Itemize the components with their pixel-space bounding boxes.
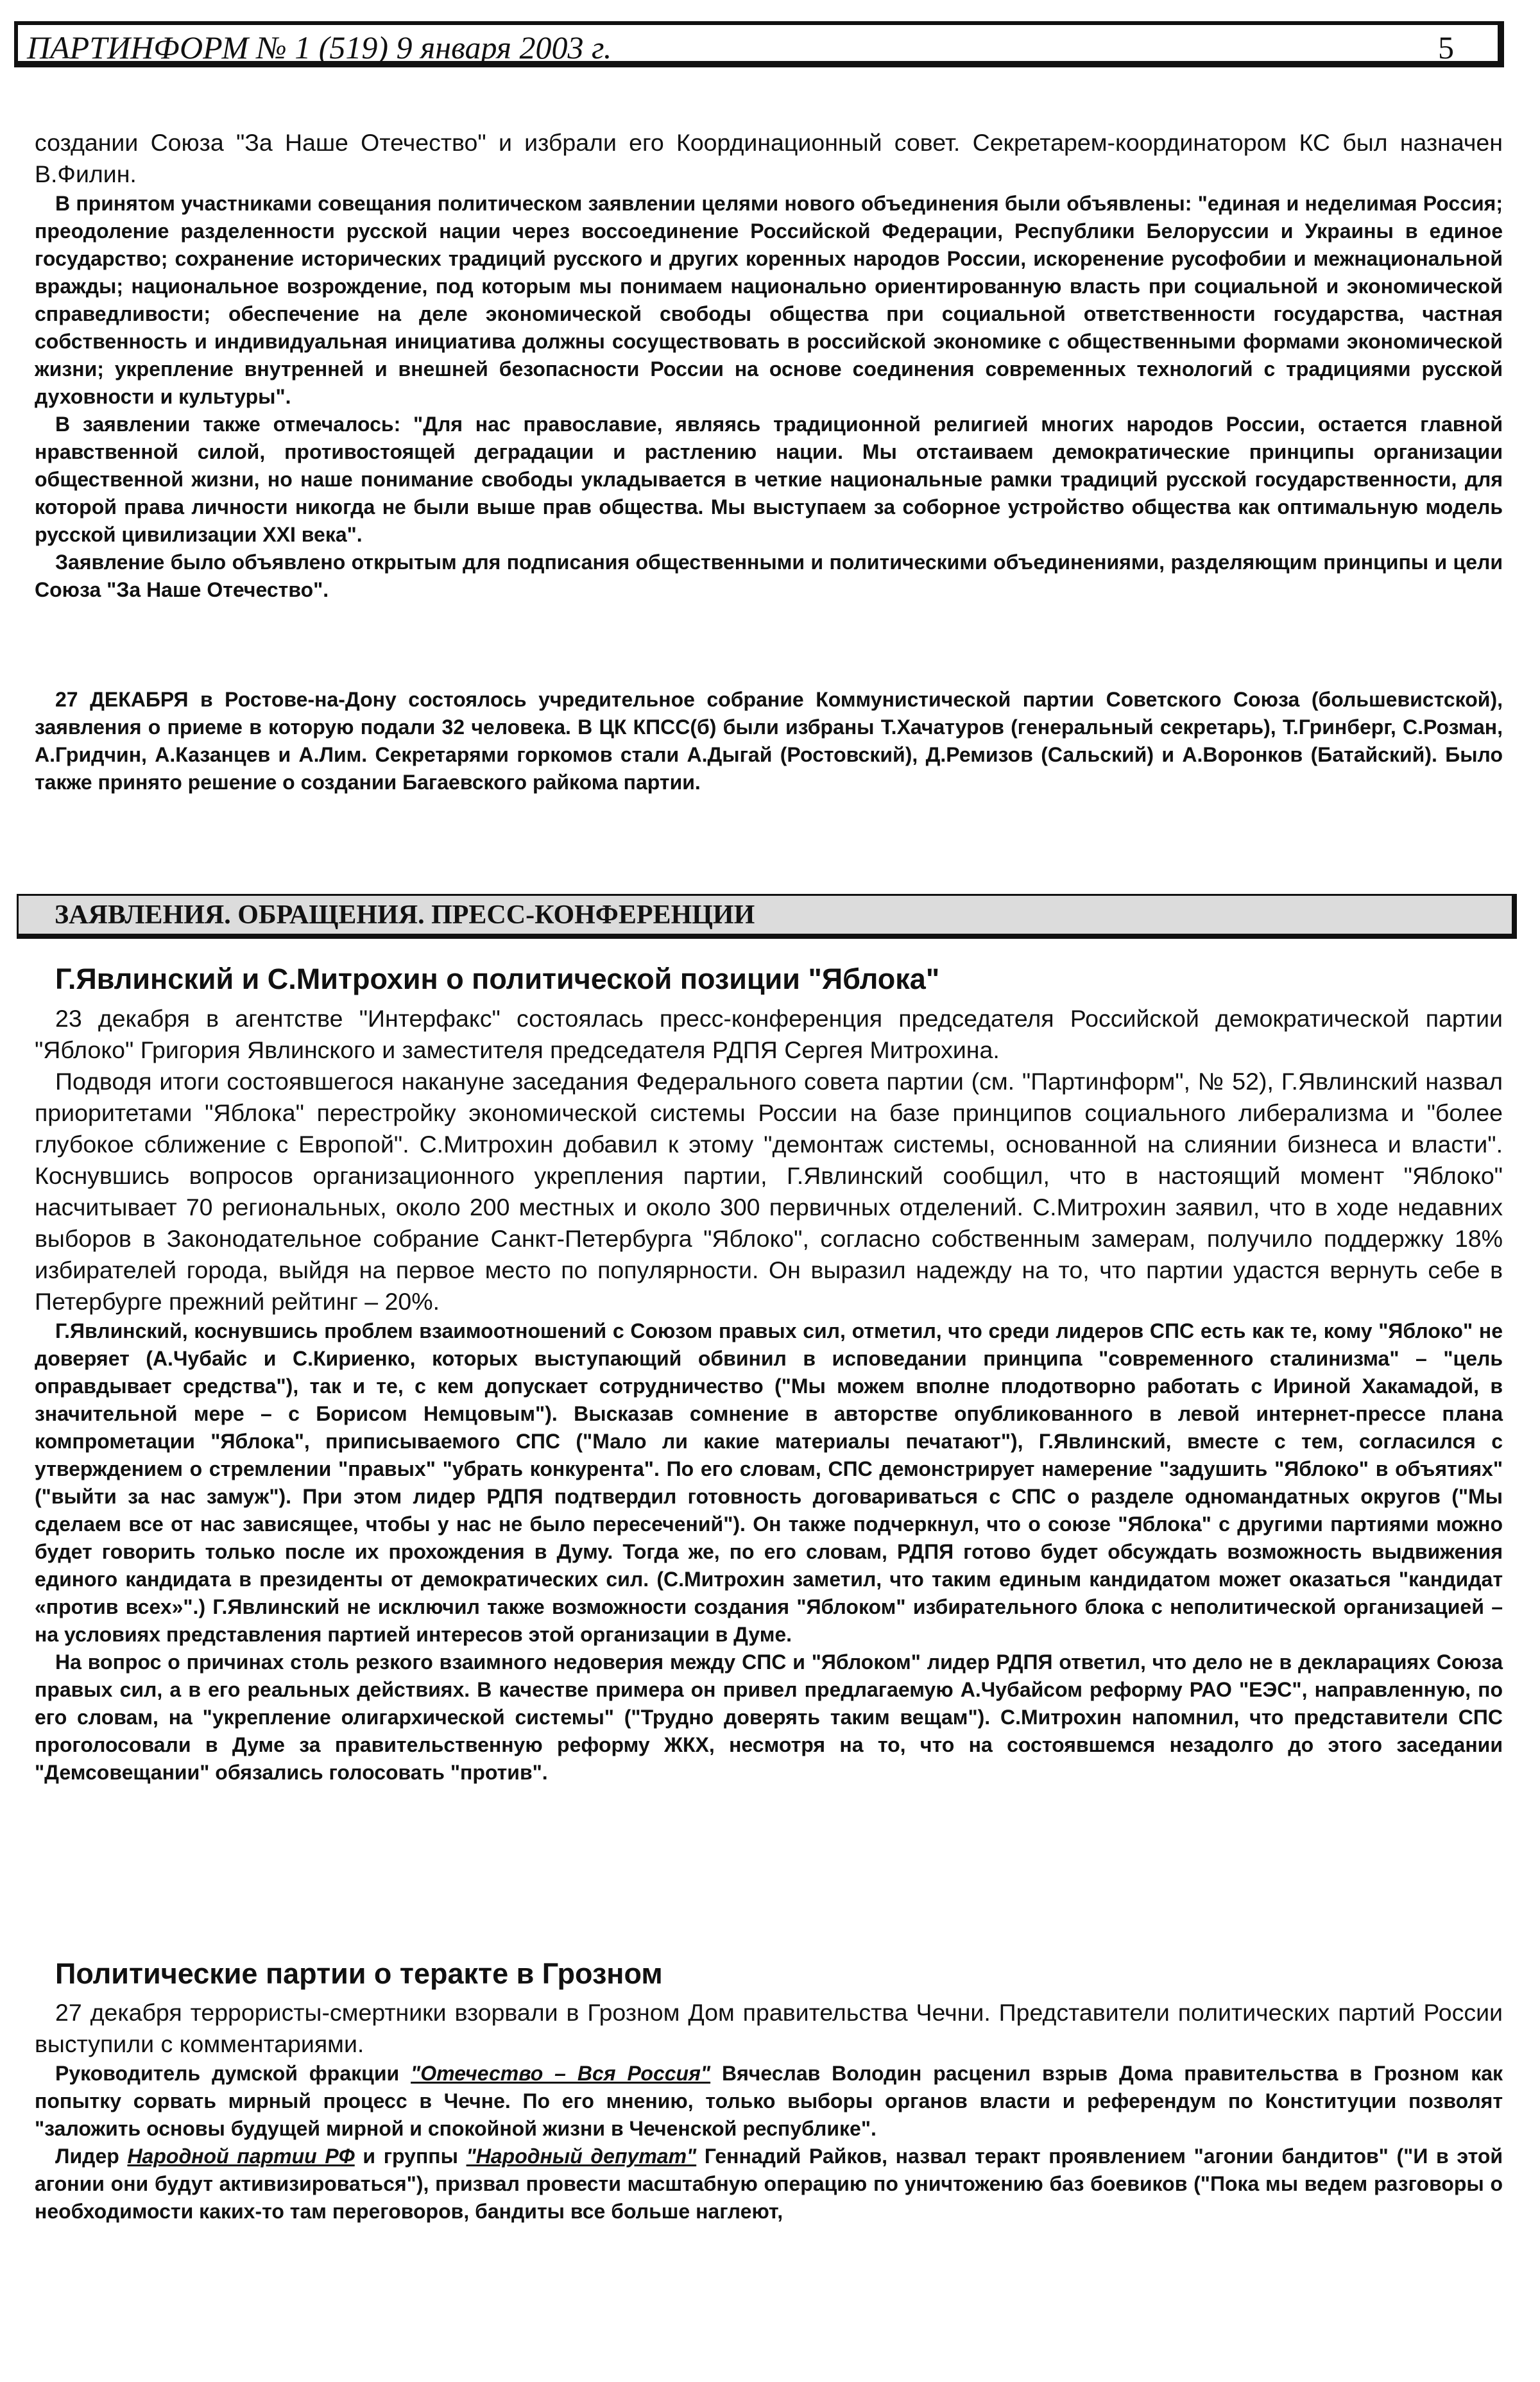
paragraph: Подводя итоги состоявшегося накануне заседания Федерального совета партии (см. "Партинформ", № 52), Г.Явлинский назвал приоритетами "Яблока" перестройку экономической системы России на базе принципов социального либерализма и "более глубокое сближение с Европой". С.Митрохин добавил к этому "демонтаж системы, основанной на слиянии бизнеса и власти". Коснувшись вопросов организационного укрепления партии, Г.Явлинский сообщил, что в настоящий момент "Яблоко" насчитывает 70 региональных, около 200 местных и около 300 первичных отделений. С.Митрохин заявил, что в ходе недавних выборов в Законодательное собрание Санкт-Петербурга "Яблоко", согласно собственным замерам, получило поддержку 18% избирателей города, выйдя на первое место по популярности. Он выразил надежду на то, что партии удастся вернуть себе в Петербурге прежний рейтинг – 20%. <box>35 1068 1503 1315</box>
paragraph: Г.Явлинский, коснувшись проблем взаимоотношений с Союзом правых сил, отметил, что среди лидеров СПС есть как те, кому "Яблоко" не доверяет (А.Чубайс и С.Кириенко, которых выступающий обвинил в исповедании принципа "современного сталинизма" – "цель оправдывает средства"), так и те, с кем допускает сотрудничество ("Мы можем вполне плодотворно работать с Ириной Хакамадой, в значительной мере – с Борисом Немцовым"). Высказав сомнение в авторстве опубликованного в левой интернет-прессе плана компрометации "Яблока", приписываемого СПС ("Мало ли какие материалы печатают"), Г.Явлинский, вместе с тем, согласился с утверждением о стремлении "правых" "убрать конкурента". По его словам, СПС демонстрирует намерение "задушить "Яблоко" в объятиях" ("выйти за нас замуж"). При этом лидер РДПЯ подтвердил готовность договариваться с СПС о разделе одномандатных округов ("Мы сделаем все от нас зависящее, чтобы у нас не было пересечений"). Он также подчеркнул, что о союзе "Яблока" с другими партиями можно будет говорить только после их прохождения в Думу. Тогда же, по его словам, РДПЯ готово будет обсуждать возможность выдвижения единого кандидата в президенты от демократических сил. (С.Митрохин заметил, что таким единым кандидатом может оказаться "кандидат «против всех»".) Г.Явлинский не исключил также возможности создания "Яблоком" избирательного блока с неполитической организацией – на условиях представления партией интересов этой организации в Думе. <box>35 1319 1503 1646</box>
article-heading: Политические партии о теракте в Грозном <box>55 1957 663 1990</box>
group-link[interactable]: "Народный депутат" <box>466 2145 697 2168</box>
party-link[interactable]: Народной партии РФ <box>127 2145 355 2168</box>
text-run: Руководитель думской фракции <box>55 2062 411 2085</box>
text-run: Лидер <box>55 2145 128 2168</box>
paragraph: 27 ДЕКАБРЯ в Ростове-на-Дону состоялось учредительное собрание Коммунистической партии Советского Союза (большевистской), заявления о приеме в которую подали 32 человека. В ЦК КПСС(б) были избраны Т.Хачатуров (генеральный секретарь), Т.Гринберг, С.Розман, А.Гридчин, А.Казанцев и А.Лим. Секретарями горкомов стали А.Дыгай (Ростовский), Д.Ремизов (Сальский) и А.Воронков (Батайский). Было также принято решение о создании Багаевского райкома партии. <box>35 688 1503 794</box>
section-title: ЗАЯВЛЕНИЯ. ОБРАЩЕНИЯ. ПРЕСС-КОНФЕРЕНЦИИ <box>55 900 755 930</box>
article-body <box>35 1003 1503 1786</box>
text-run: Вячеслав Володин расценил взрыв Дома правительства в Грозном как попытку сорвать мирный процесс в Чечне. По его мнению, только выборы органов власти и референдум по Конституции позволят "заложить основы будущей мирной и спокойной жизни в Чеченской республике". <box>35 2062 1503 2140</box>
paragraph: создании Союза "За Наше Отечество" и избрали его Координационный совет. Секретарем-координатором КС был назначен В.Филин. <box>35 129 1503 187</box>
paragraph <box>35 2143 1503 2225</box>
party-link[interactable]: "Отечество – Вся Россия" <box>411 2062 711 2085</box>
article-body <box>35 1997 1503 2225</box>
paragraph: На вопрос о причинах столь резкого взаимного недоверия между СПС и "Яблоком" лидер РДПЯ ответил, что дело не в декларациях Союза правых сил, а в его реальных действиях. В качестве примера он привел предлагаемую А.Чубайсом реформу РАО "ЕЭС", направленную, по его словам, на "укрепление олигархической системы" ("Трудно доверять таким вещам"). С.Митрохин напомнил, что представители СПС проголосовали в Думе за правительственную реформу ЖКХ, несмотря на то, что на состоявшемся незадолго до этого заседании "Демсовещании" обязались голосовать "против". <box>35 1650 1503 1784</box>
text-run: Геннадий Райков, назвал теракт проявлением "агонии бандитов" ("И в этой агонии они будут активизироваться"), призвал провести масштабную операцию по уничтожению баз боевиков ("Пока мы ведем разговоры о необходимости каких-то там переговоров, бандиты все больше наглеют, <box>35 2145 1503 2223</box>
header-title: ПАРТИНФОРМ № 1 (519) 9 января 2003 г. <box>27 30 612 65</box>
paragraph: В заявлении также отмечалось: "Для нас православие, являясь традиционной религией многих народов России, остается главной нравственной силой, противостоящей деградации и растлению нации. Мы отстаиваем демократические принципы организации общественной жизни, но наше понимание свободы укладывается в четкие национальные рамки традиций русской государственности, для которой права личности никогда не были выше прав общества. Мы выступаем за соборное устройство общества как оптимальную модель русской цивилизации XXI века". <box>35 413 1503 546</box>
paragraph <box>35 2060 1503 2143</box>
page-header <box>14 21 1504 67</box>
news-item <box>35 686 1503 796</box>
article-heading: Г.Явлинский и С.Митрохин о политической позиции "Яблока" <box>55 963 940 995</box>
paragraph: Заявление было объявлено открытым для подписания общественными и политическими объединениями, разделяющим принципы и цели Союза "За Наше Отечество". <box>35 551 1503 601</box>
section-heading-bar <box>17 894 1517 939</box>
page-number: 5 <box>1438 30 1454 65</box>
text-run: и группы <box>354 2145 466 2168</box>
paragraph: В принятом участниками совещания политическом заявлении целями нового объединения были объявлены: "единая и неделимая Россия; преодоление разделенности русской нации через воссоединение Российской Федерации, Республики Белоруссии и Украины в единое государство; сохранение исторических традиций русского и других коренных народов России, искоренение русофобии и межнациональной вражды; национальное возрождение, под которым мы понимаем национально ориентированную власть при социальной и экономической справедливости; обеспечение на деле экономической свободы общества при социальной ответственности государства, частная собственность и индивидуальная инициатива должны сосуществовать в российской экономике с общественными формами экономической жизни; укрепление внутренней и внешней безопасности России на основе соединения современных технологий с традициями русской духовности и культуры". <box>35 192 1503 408</box>
paragraph: 23 декабря в агентстве "Интерфакс" состоялась пресс-конференция председателя Российской демократической партии "Яблоко" Григория Явлинского и заместителя председателя РДПЯ Сергея Митрохина. <box>35 1005 1503 1063</box>
paragraph: 27 декабря террористы-смертники взорвали в Грозном Дом правительства Чечни. Представители политических партий России выступили с комментариями. <box>35 1999 1503 2057</box>
top-continuation <box>35 127 1503 604</box>
